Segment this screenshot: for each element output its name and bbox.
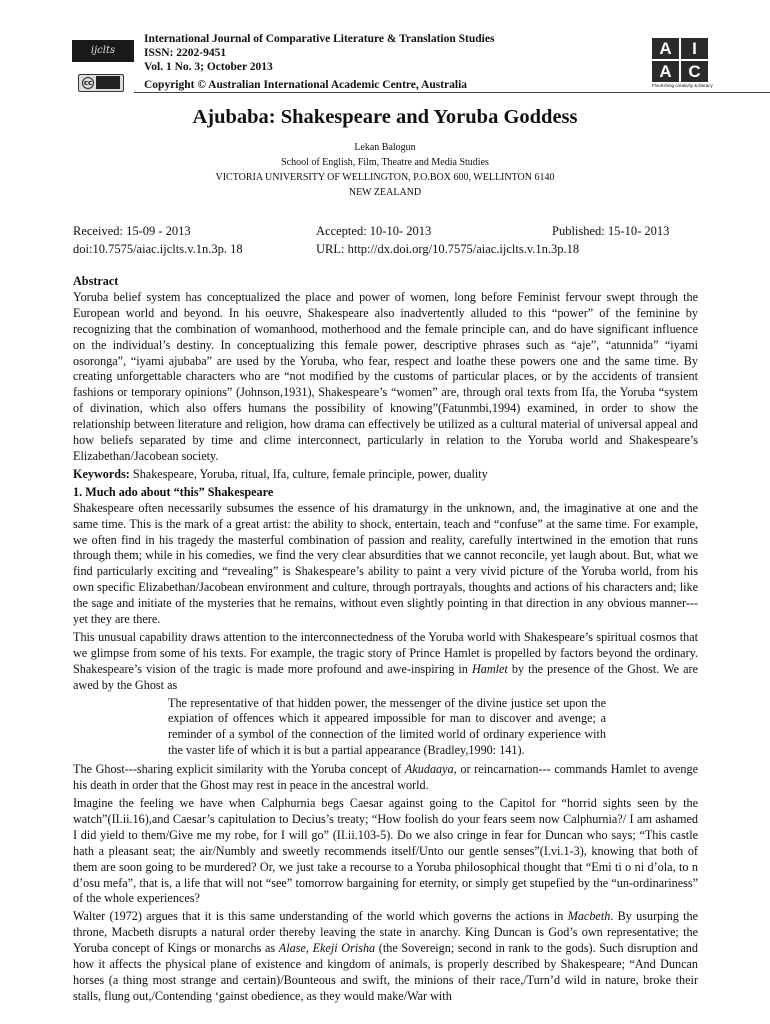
keywords-label: Keywords:: [73, 466, 130, 481]
journal-logo: ijclts: [72, 40, 134, 62]
doi-text: doi:10.7575/aiac.ijclts.v.1n.3p. 18: [73, 242, 243, 256]
paragraph: [73, 762, 698, 794]
section-heading: 1. Much ado about “this” Shakespeare: [73, 484, 274, 499]
paragraph: Imagine the feeling we have when Calphurnia begs Caesar against going to the Capitol for “horrid sights seen by the watch”(II.ii.16),and Caesar’s capitulation to Decius’s treaty; “How foolish do your fears seem now Calphurnia?/ I am ashamed I did yield to them/Give me my robe, for I will go” (II.ii.103-5). Do we also cringe in fear for Duncan who says; “This castle hath a pleasant seat; the air/Numbly and sweetly recommends itself/Unto our gentle senses”(I.vi.1-3), knowing that both of them are soon going to be murdered? Or, we just take a recourse to a Yoruba philosophical thought that “Emi ti o ni d’ola, to n d’osu mefa”, that is, a life that will not “see” tomorrow bargaining for eternity, or simply get stupefied by the “un-ordinariness” of the whole experiences?: [73, 796, 698, 906]
aiac-letter: I: [681, 38, 708, 59]
copyright-line: Copyright © Australian International Academic Centre, Australia: [144, 79, 468, 91]
italic-term: Macbeth: [567, 909, 611, 924]
paragraph: [73, 909, 698, 1004]
article-url-link[interactable]: URL: http://dx.doi.org/10.7575/aiac.ijclts.v.1n.3p.18: [316, 242, 580, 256]
keywords: [73, 467, 698, 483]
published-date: Published: 15-10- 2013: [552, 224, 670, 238]
keywords-list: Shakespeare, Yoruba, ritual, Ifa, culture, female principle, power, duality: [129, 466, 488, 481]
aiac-logo: [652, 38, 713, 88]
journal-name: International Journal of Comparative Literature & Translation Studies: [144, 33, 495, 45]
journal-header: [72, 32, 713, 94]
cc-by-block: [96, 76, 120, 89]
affiliation-school: School of English, Film, Theatre and Media Studies: [281, 157, 489, 168]
accepted-date: Accepted: 10-10- 2013: [316, 224, 432, 238]
paragraph: Shakespeare often necessarily subsumes the essence of his dramaturgy in the unknown, and, the imaginative at one and the same time. This is the mark of a great artist: the ability to shock, entertain, teach and “confuse” at the same time. For example, we often find in his tragedy the masterful combination of passion and reality, carefully intertwined in the emotion that runs through them; while in his comedies, we find the very clear absurdities that we cannot reconcile, yet laugh about. But, what we find particularly exciting and “revealing” is Shakespeare’s ability to paint a very vivid picture of the Yoruba world, from his own specific Elizabethan/Jacobean environment and culture, through portrayals, thoughts and actions of his characters and; like the sage and initiate of the mysteries that he remains, without even slightly pointing in that direction in any obvious manner---yet they are there.: [73, 500, 698, 627]
paragraph-text: (the Sovereign; second in rank to the gods). Such disruption and how it affects the physical plane of existence and kingdom of animals, is properly described by Shakespeare; “And Duncan horses (a thing most strange and certain)/Bounteous and swift, the minions of their race,/Turn’d wild in nature, broke their stalls, flung out,/Contending ‘gainst obedience, as they would make/War with: [73, 941, 698, 1003]
received-date: Received: 15-09 - 2013: [73, 224, 191, 238]
paragraph-text: ,: [305, 941, 313, 956]
aiac-letter: A: [652, 61, 679, 82]
creative-commons-icon: [78, 74, 124, 92]
affiliation-country: NEW ZEALAND: [348, 187, 422, 198]
aiac-letter: C: [681, 61, 708, 82]
aiac-tagline: Flourishing creativity & literacy: [652, 83, 713, 88]
paragraph-text: Walter (1972) argues that it is this same understanding of the world which governs the actions in: [73, 909, 568, 924]
abstract-heading: Abstract: [73, 274, 119, 288]
article-title: Ajubaba: Shakespeare and Yoruba Goddess: [192, 106, 578, 128]
block-quote: The representative of that hidden power, the messenger of the divine justice set upon the expiation of offences which it appeared impossible for man to discover and avenge; a reminder of a symbol of the connection of the limited world of ordinary experience with the vaster life of which it is but a partial appearance (Bradley,1990: 141).: [168, 695, 606, 758]
author-name: Lekan Balogun: [354, 142, 416, 153]
italic-term: Hamlet: [471, 661, 508, 676]
cc-symbol: cc: [83, 79, 93, 87]
paragraph-text: . By usurping the throne, Macbeth disrupts a natural order thereby leaving the state in anarchy. King Duncan is God’s own representative; the Yoruba concept of Kings or monarchs as: [73, 909, 698, 956]
journal-volume: Vol. 1 No. 3; October 2013: [144, 61, 273, 73]
journal-issn: ISSN: 2202-9451: [144, 47, 227, 59]
paragraph-text: The Ghost---sharing explicit similarity with the Yoruba concept of: [73, 762, 405, 777]
italic-term: Ekeji Orisha: [312, 941, 376, 956]
italic-term: Akudaaya: [404, 762, 454, 777]
header-divider: [134, 92, 770, 93]
paragraph-text: by the presence of the Ghost. We are awed by the Ghost as: [73, 661, 698, 692]
journal-info: [144, 32, 494, 74]
paragraph-text: , or reincarnation--- commands Hamlet to avenge his death in order that the Ghost may rest in peace in the ancestral world.: [73, 762, 698, 793]
paragraph-text: This unusual capability draws attention to the interconnectedness of the Yoruba world with Shakespeare’s spiritual cosmos that we glimpse from some of his texts. For example, the tragic story of Prince Hamlet is propelled by factors beyond the ordinary. Shakespeare’s vision of the tragic is made more profound and awe-inspiring in: [73, 629, 698, 676]
aiac-letter: A: [652, 38, 679, 59]
paragraph: [73, 630, 698, 694]
affiliation-university: VICTORIA UNIVERSITY OF WELLINGTON, P.O.BOX 600, WELLINTON 6140: [215, 172, 555, 183]
abstract-text: Yoruba belief system has conceptualized the place and power of women, long before Feminist fervour swept through the European world and beyond. In his oeuvre, Shakespeare also inadvertently alluded to this “power” of the feminine by recognizing that the combination of womanhood, motherhood and the female principle can, and do have significant influence on the individual’s destiny. In conceptualizing this female power, descriptive phrases such as “aje”, “atunnida” “iyami osoronga”, “iyami ajubaba” are used by the Yoruba, who fear, respect and loathe these powers one and the same time. By creating unforgettable characters who are “not modified by the customs of particular places, or by the accidents of transient fashions or temporary opinions” (Johnson,1931), Shakespeare’s “women” are, through oral texts from Ifa, the Yoruba “system of divination, which also offers humans the possibility of knowing”(Fatunmbi,1994) examined, in order to show the relationship between literature and religion, how drama can effectively be utilized as a cultural material of universal appeal and how beliefs separated by time and clime interconnect, particularly in relation to the Yoruba world and Shakespeare’s Elizabethan/Jacobean society.: [73, 289, 698, 463]
italic-term: Alase: [278, 941, 306, 956]
article-body: [73, 274, 698, 1007]
